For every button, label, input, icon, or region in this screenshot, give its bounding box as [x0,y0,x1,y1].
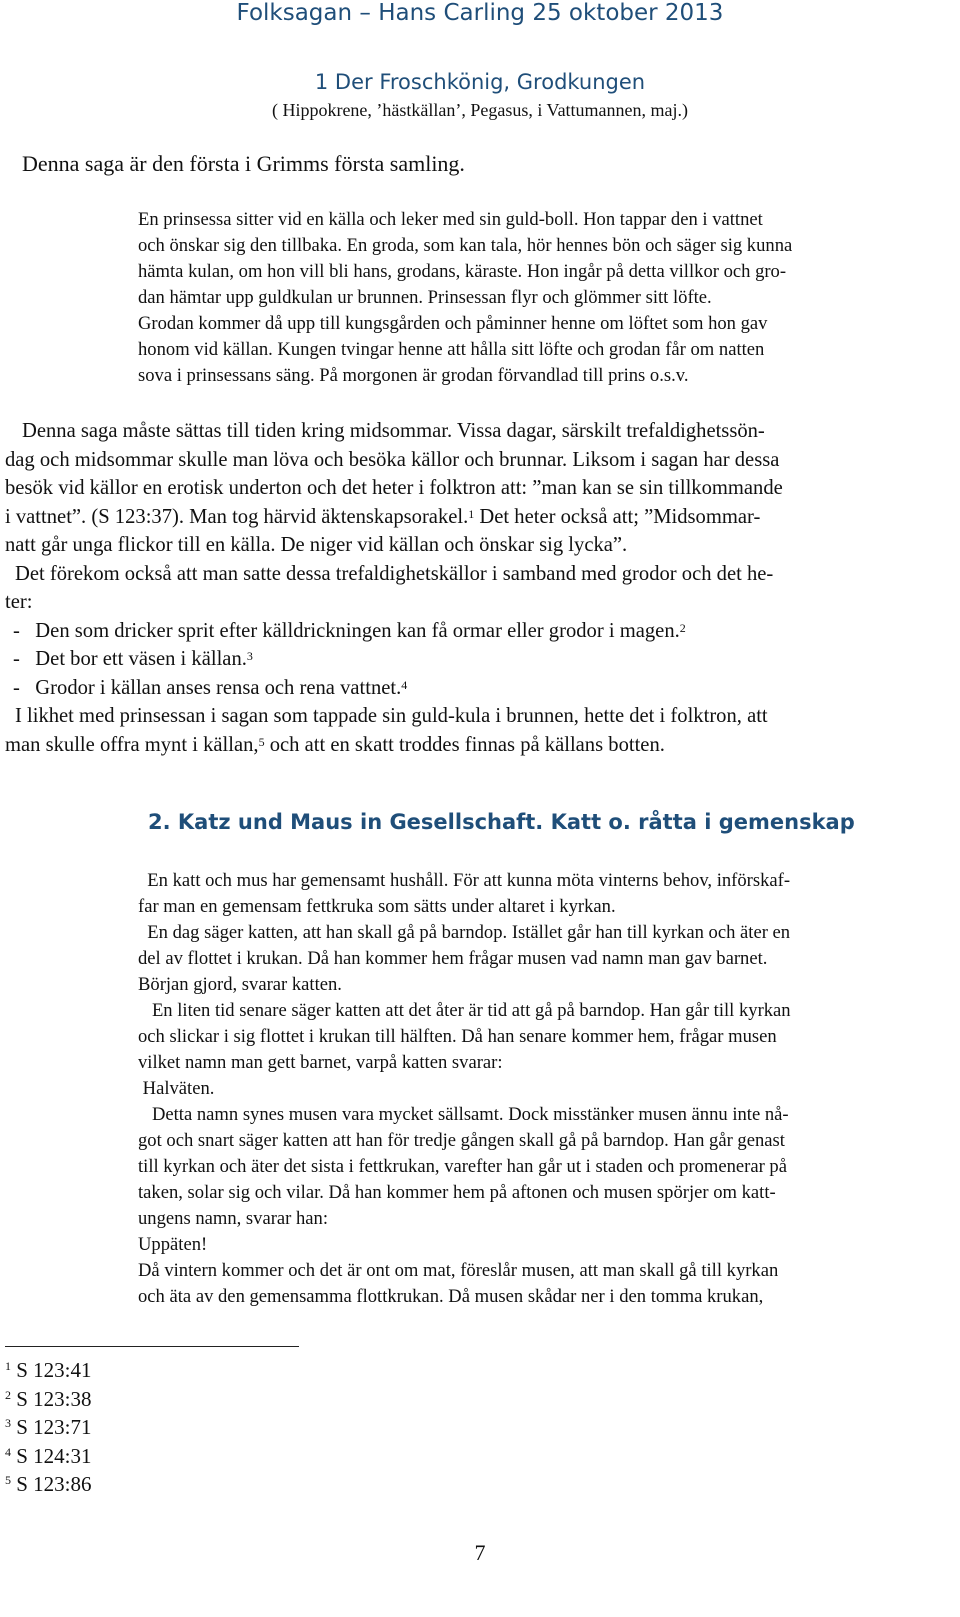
story-line: Början gjord, svarar katten. [138,974,342,995]
body-line: ter: [5,591,33,613]
footnote-number: 2 [5,1387,11,1402]
summary-line: En prinsessa sitter vid en källa och leker med sin guld-boll. Hon tappar den i vattnet [138,209,763,230]
footnote-number: 5 [5,1473,11,1487]
story-line: till kyrkan och äter det sista i fettkrukan, varefter han går ut i staden och promenerar på [138,1156,787,1177]
footnote-item [5,1442,92,1471]
body-line: Denna saga måste sättas till tiden kring midsommar. Vissa dagar, särskilt trefaldighetssön- [22,420,765,442]
bullet-item [5,674,935,703]
footnote-text: S 124:31 [11,1443,92,1468]
section-2-body [138,868,938,1310]
footnote-text: S 123:38 [11,1386,92,1411]
footnote-ref[interactable]: 2 [679,620,686,635]
body-line: dag och midsommar skulle man löva och besöka källor och brunnar. Liksom i sagan har dessa [5,448,780,471]
footnote-ref[interactable]: 1 [468,506,475,521]
body-line: besök vid källor en erotisk underton och det heter i folktron att: ”man kan se sin tillkommande [5,477,783,499]
body-text: man skulle offra mynt i källan, [5,733,259,756]
body-text: i vattnet”. (S 123:37). Man tog härvid äktenskapsorakel. [5,505,469,528]
bullet-text: - Grodor i källan anses rensa och rena vattnet. [13,676,402,699]
footnote-separator [5,1346,299,1347]
summary-line: Grodan kommer då upp till kungsgården och påminner henne om löftet som hon gav [138,313,768,334]
story-line: och äta av den gemensamma flottkrukan. Då musen skådar ner i den tomma krukan, [138,1286,764,1307]
story-line: En dag säger katten, att han skall gå på barndop. Istället går han till kyrkan och äter en [138,922,791,943]
bullet-text: - Den som dricker sprit efter källdrickningen kan få ormar eller grodor i magen. [13,619,680,642]
footnote-number: 3 [5,1416,11,1430]
footnote-number: 4 [5,1444,11,1459]
body-line [5,731,935,760]
body-line: Det förekom också att man satte dessa trefaldighetskällor i samband med grodor och det he- [15,562,774,585]
section-1-body [5,417,935,759]
footnote-item [5,1470,92,1499]
body-text: och att en skatt troddes finnas på källans botten. [264,733,665,756]
story-line: far man en gemensam fettkruka som sätts under altaret i kyrkan. [138,896,616,917]
footnote-ref[interactable]: 3 [246,649,253,663]
bullet-item [5,617,935,646]
footnote-item [5,1356,92,1385]
story-line: Halväten. [138,1078,215,1099]
bullet-item [5,645,935,674]
footnote-text: S 123:71 [11,1415,92,1439]
section-1-summary [138,207,938,389]
footnotes [5,1356,92,1499]
summary-line: dan hämtar upp guldkulan ur brunnen. Prinsessan flyr och glömmer sitt löfte. [138,287,712,308]
summary-line: honom vid källan. Kungen tvingar henne att hålla sitt löfte och grodan får om natten [138,339,765,360]
story-line: En liten tid senare säger katten att det åter är tid att gå på barndop. Han går till kyrkan [138,1000,791,1021]
section-2-title: 2. Katz und Maus in Gesellschaft. Katt o. råtta i gemenskap [148,810,855,834]
story-line: del av flottet i krukan. Då han kommer hem frågar musen vad namn man gav barnet. [138,948,768,969]
footnote-item [5,1413,92,1442]
body-line: I likhet med prinsessan i sagan som tappade sin guld-kula i brunnen, hette det i folktron, att [15,705,768,727]
story-line: En katt och mus har gemensamt hushåll. För att kunna möta vinterns behov, införskaf- [138,870,791,891]
story-line: got och snart säger katten att han för tredje gången skall gå på barndop. Han går genast [138,1130,785,1151]
summary-line: och önskar sig den tillbaka. En groda, som kan tala, hör hennes bön och säger sig kunna [138,235,793,256]
story-line: Uppäten! [138,1234,208,1255]
footnote-ref[interactable]: 4 [401,677,408,692]
section-1-title: 1 Der Froschkönig, Grodkungen [314,70,646,94]
running-header: Folksagan – Hans Carling 25 oktober 2013 [236,0,724,26]
footnote-number: 1 [5,1359,11,1373]
bullet-text: - Det bor ett väsen i källan. [13,648,247,670]
footnote-ref[interactable]: 5 [258,734,265,749]
story-line: Detta namn synes musen vara mycket sällsamt. Dock misstänker musen ännu inte nå- [138,1104,789,1125]
section-1-subtitle: ( Hippokrene, ’hästkällan’, Pegasus, i Vattumannen, maj.) [271,100,689,120]
summary-line: hämta kulan, om hon vill bli hans, grodans, käraste. Hon ingår på detta villkor och gro- [138,261,787,282]
story-line: taken, solar sig och vilar. Då han kommer hem på aftonen och musen spörjer om katt- [138,1182,776,1203]
footnote-text: S 123:86 [11,1472,92,1496]
story-line: Då vintern kommer och det är ont om mat, föreslår musen, att man skall gå till kyrkan [138,1260,779,1281]
story-line: vilket namn man gett barnet, varpå katten svarar: [138,1052,503,1073]
body-line [5,503,935,532]
story-line: och slickar i sig flottet i krukan till hälften. Då han senare kommer hem, frågar musen [138,1026,777,1047]
story-line: ungens namn, svarar han: [138,1208,329,1229]
page-number: 7 [474,1540,486,1565]
body-line: natt går unga flickor till en källa. De niger vid källan och önskar sig lycka”. [5,534,628,556]
footnote-text: S 123:41 [11,1358,92,1382]
section-1-intro: Denna saga är den första i Grimms första samling. [22,151,465,176]
footnote-item [5,1385,92,1414]
summary-line: sova i prinsessans säng. På morgonen är grodan förvandlad till prins o.s.v. [138,365,689,386]
body-text: Det heter också att; ”Midsommar- [474,505,761,528]
